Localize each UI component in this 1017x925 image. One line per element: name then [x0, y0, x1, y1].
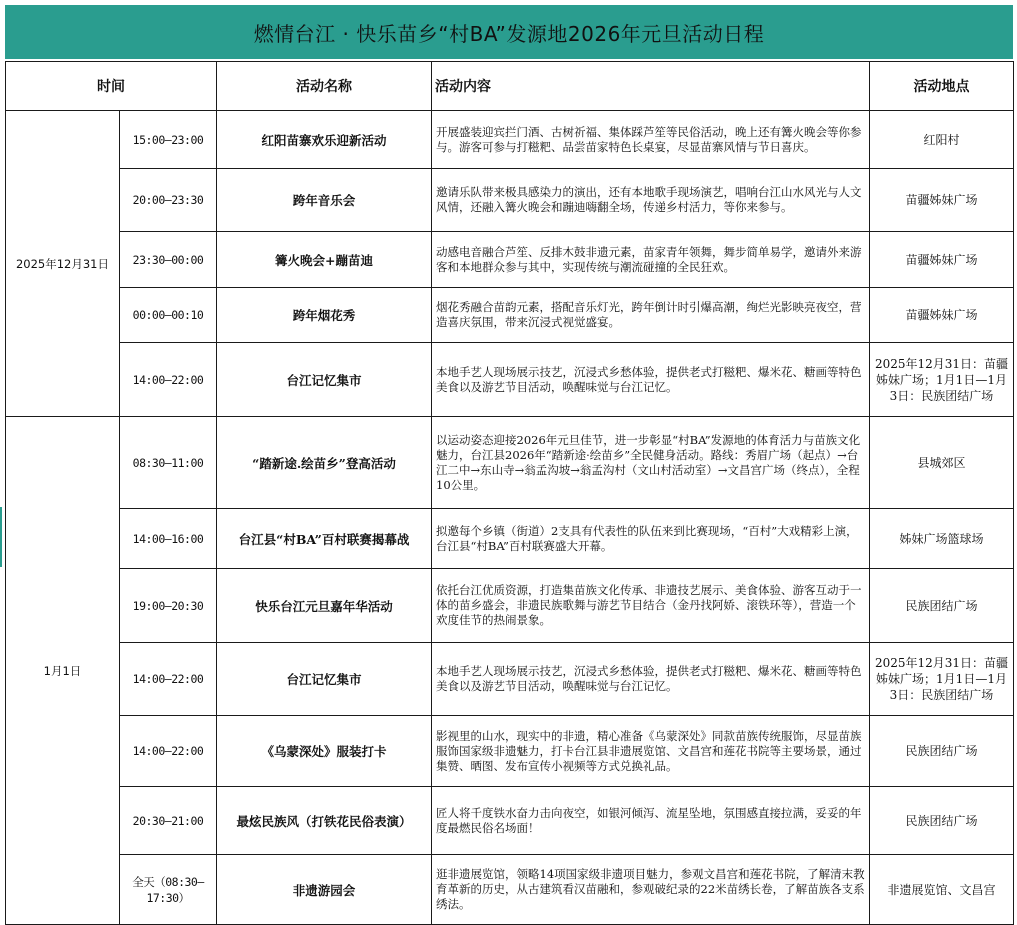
title-bar [5, 5, 1013, 61]
table-row [6, 417, 1014, 509]
table-row [6, 787, 1014, 855]
page-title: 燃情台江 · 快乐苗乡“村BA”发源地2026年元旦活动日程 [253, 21, 765, 46]
activity-content: 本地手艺人现场展示技艺，沉浸式乡愁体验，提供老式打糍粑、爆米花、糖画等特色美食以及游艺节目活动，唤醒味觉与台江记忆。 [432, 343, 870, 417]
header-time: 时间 [6, 62, 217, 111]
activity-location: 民族团结广场 [870, 787, 1014, 855]
time-cell: 00:00—00:10 [120, 288, 217, 343]
activity-location: 2025年12月31日：苗疆姊妹广场；1月1日—1月3日：民族团结广场 [870, 643, 1014, 716]
date-cell: 1月1日 [6, 417, 120, 925]
time-cell: 20:00—23:30 [120, 169, 217, 232]
time-cell: 全天（08:30—17:30） [120, 855, 217, 925]
activity-location: 姊妹广场篮球场 [870, 509, 1014, 569]
activity-name: 台江县“村BA”百村联赛揭幕战 [217, 509, 432, 569]
activity-content: 烟花秀融合苗韵元素，搭配音乐灯光，跨年倒计时引爆高潮，绚烂光影映亮夜空，营造喜庆氛围，带来沉浸式视觉盛宴。 [432, 288, 870, 343]
activity-name: “踏新途.绘苗乡”登高活动 [217, 417, 432, 509]
table-row [6, 232, 1014, 288]
date-cell: 2025年12月31日 [6, 111, 120, 417]
table-row [6, 716, 1014, 787]
time-cell: 08:30—11:00 [120, 417, 217, 509]
activity-name: 快乐台江元旦嘉年华活动 [217, 569, 432, 643]
activity-name: 非遗游园会 [217, 855, 432, 925]
activity-name: 《乌蒙深处》服装打卡 [217, 716, 432, 787]
activity-location: 苗疆姊妹广场 [870, 288, 1014, 343]
activity-location: 红阳村 [870, 111, 1014, 169]
activity-name: 跨年音乐会 [217, 169, 432, 232]
time-cell: 23:30—00:00 [120, 232, 217, 288]
table-row [6, 569, 1014, 643]
activity-location: 苗疆姊妹广场 [870, 169, 1014, 232]
table-row [6, 855, 1014, 925]
activity-location: 苗疆姊妹广场 [870, 232, 1014, 288]
header-row [6, 62, 1014, 111]
time-cell: 14:00—22:00 [120, 716, 217, 787]
time-cell: 14:00—22:00 [120, 343, 217, 417]
activity-location: 县城郊区 [870, 417, 1014, 509]
table-row [6, 343, 1014, 417]
activity-content: 本地手艺人现场展示技艺，沉浸式乡愁体验，提供老式打糍粑、爆米花、糖画等特色美食以及游艺节目活动，唤醒味觉与台江记忆。 [432, 643, 870, 716]
activity-location: 非遗展览馆、文昌宫 [870, 855, 1014, 925]
table-row [6, 643, 1014, 716]
table-row [6, 111, 1014, 169]
activity-content: 开展盛装迎宾拦门酒、古树祈福、集体踩芦笙等民俗活动，晚上还有篝火晚会等你参与。游客可参与打糍粑、品尝苗家特色长桌宴，尽显苗寨风情与节日喜庆。 [432, 111, 870, 169]
time-cell: 14:00—22:00 [120, 643, 217, 716]
activity-content: 依托台江优质资源，打造集苗族文化传承、非遗技艺展示、美食体验、游客互动于一体的苗乡盛会，非遗民族歌舞与游艺节目结合（金丹找阿娇、滚铁环等），营造一个欢度佳节的热闹景象。 [432, 569, 870, 643]
activity-content: 以运动姿态迎接2026年元旦佳节，进一步彰显“村BA”发源地的体育活力与苗族文化魅力，台江县2026年“踏新途·绘苗乡”全民健身活动。路线：秀眉广场（起点）→台江二中→东山寺→翁孟沟坡→翁孟沟村（文山村活动室）→文昌宫广场（终点），全程10公里。 [432, 417, 870, 509]
activity-location: 民族团结广场 [870, 569, 1014, 643]
table-row [6, 169, 1014, 232]
header-location: 活动地点 [870, 62, 1014, 111]
activity-content: 匠人将千度铁水奋力击向夜空，如银河倾泻、流星坠地，氛围感直接拉满，妥妥的年度最燃民俗名场面！ [432, 787, 870, 855]
activity-content: 影视里的山水，现实中的非遗，精心准备《乌蒙深处》同款苗族传统服饰，尽显苗族服饰国家级非遗魅力，打卡台江县非遗展览馆、文昌宫和莲花书院等主要场景，通过集赞、晒图、发布宣传小视频等方式兑换礼品。 [432, 716, 870, 787]
activity-name: 台江记忆集市 [217, 343, 432, 417]
header-content: 活动内容 [432, 62, 870, 111]
activity-content: 邀请乐队带来极具感染力的演出，还有本地歌手现场演艺，唱响台江山水风光与人文风情，还融入篝火晚会和蹦迪嗨翻全场，传递乡村活力，等你来参与。 [432, 169, 870, 232]
time-cell: 20:30—21:00 [120, 787, 217, 855]
activity-location: 2025年12月31日：苗疆姊妹广场；1月1日—1月3日：民族团结广场 [870, 343, 1014, 417]
activity-name: 红阳苗寨欢乐迎新活动 [217, 111, 432, 169]
activity-location: 民族团结广场 [870, 716, 1014, 787]
activity-name: 篝火晚会+蹦苗迪 [217, 232, 432, 288]
table-row [6, 509, 1014, 569]
activity-name: 跨年烟花秀 [217, 288, 432, 343]
time-cell: 14:00—16:00 [120, 509, 217, 569]
table-row [6, 288, 1014, 343]
activity-name: 最炫民族风（打铁花民俗表演） [217, 787, 432, 855]
row-selection-marker [0, 507, 2, 567]
activity-name: 台江记忆集市 [217, 643, 432, 716]
schedule-table [5, 61, 1014, 925]
time-cell: 19:00—20:30 [120, 569, 217, 643]
activity-content: 拟邀每个乡镇（街道）2支具有代表性的队伍来到比赛现场，“百村”大戏精彩上演，台江县“村BA”百村联赛盛大开幕。 [432, 509, 870, 569]
time-cell: 15:00—23:00 [120, 111, 217, 169]
activity-content: 逛非遗展览馆，领略14项国家级非遗项目魅力，参观文昌宫和莲花书院，了解清末教育革新的历史，从古建筑看汉苗融和，参观破纪录的22米苗绣长卷，了解苗族各支系绣法。 [432, 855, 870, 925]
activity-content: 动感电音融合芦笙、反排木鼓非遗元素，苗家青年领舞，舞步简单易学，邀请外来游客和本地群众参与其中，实现传统与潮流碰撞的全民狂欢。 [432, 232, 870, 288]
header-name: 活动名称 [217, 62, 432, 111]
